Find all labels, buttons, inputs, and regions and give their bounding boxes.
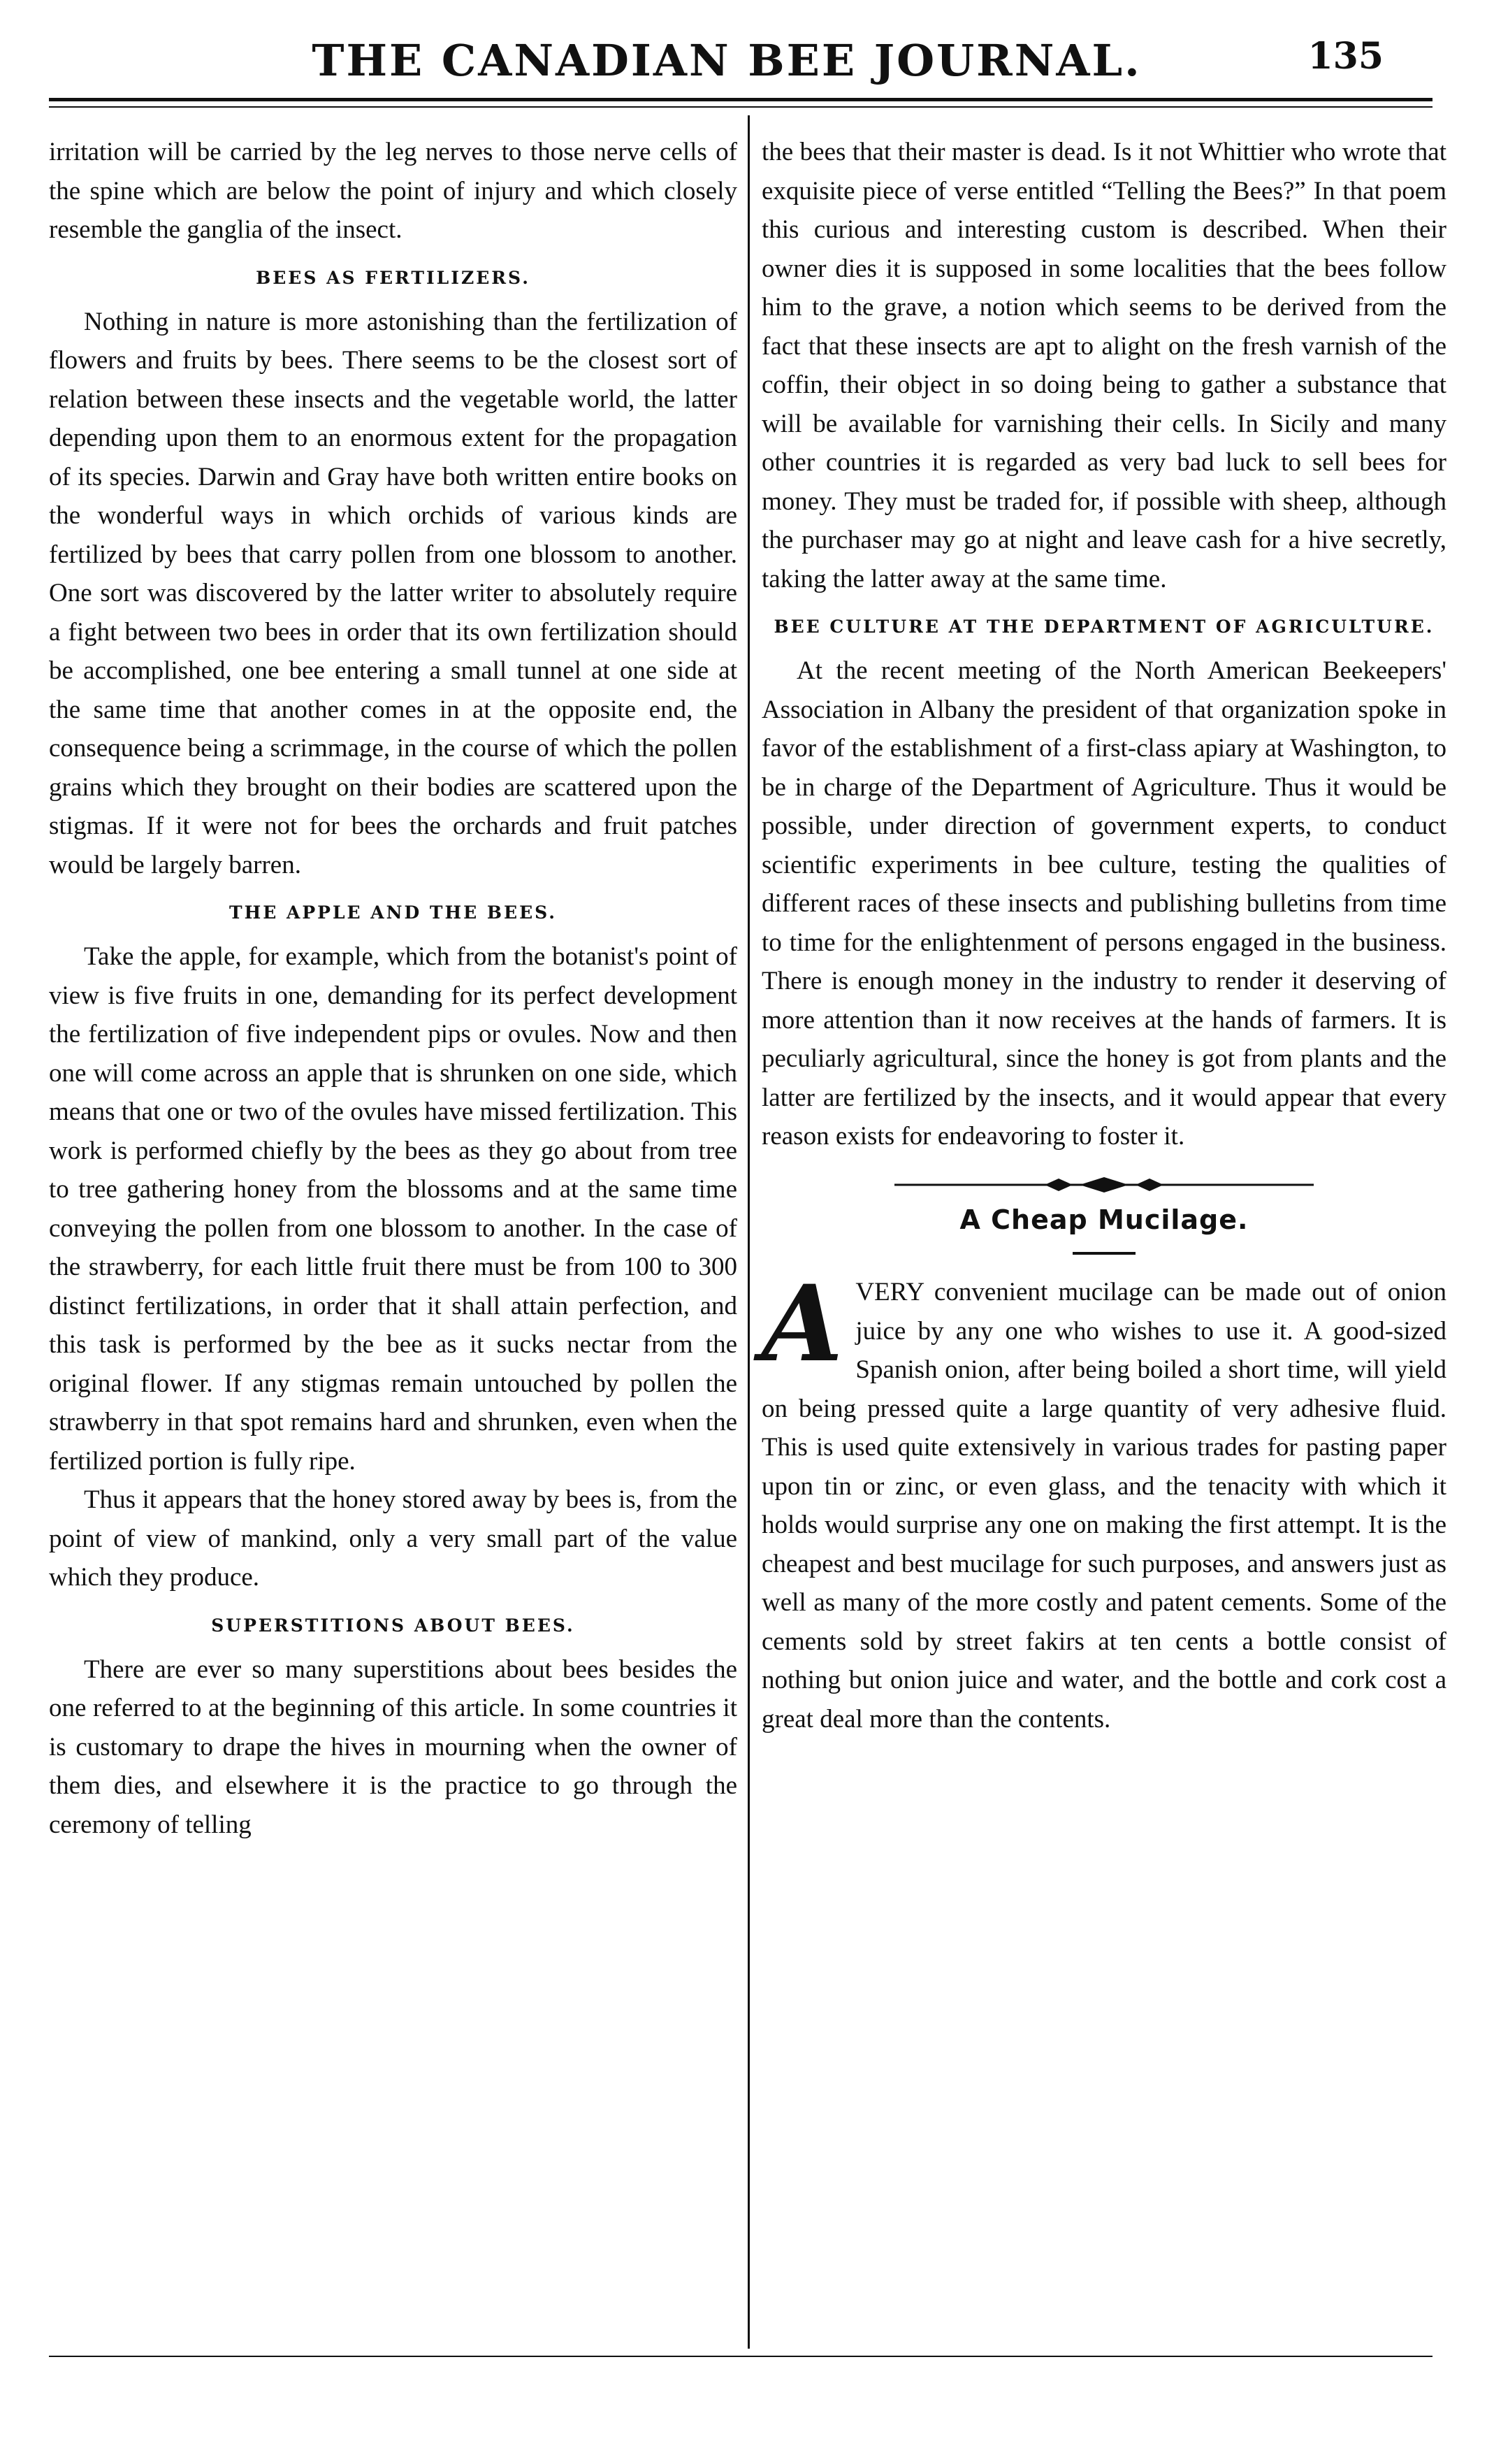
page-header	[42, 28, 1412, 91]
journal-title: THE CANADIAN BEE JOURNAL.	[312, 35, 1142, 86]
heading-department-agriculture: BEE CULTURE AT THE DEPARTMENT OF AGRICULTURE.	[774, 617, 1435, 637]
page-number: 135	[1307, 35, 1384, 78]
heading-superstitions: SUPERSTITIONS ABOUT BEES.	[211, 1615, 575, 1636]
drop-cap: A	[762, 1262, 843, 1385]
apple-paragraph: Take the apple, for example, which from the botanist's point of view is five fruits in one, demanding for its perfect development the fertilization of five independent pips or ovules. Now and then one will come across an apple that is shrunken on one side, which means that one or two of the ovules have missed fertilization. This work is performed chiefly by the bees as they go about from tree to tree gathering honey from the blossoms and at the same time conveying the pollen from one blossom to another. In the case of the strawberry, for each little fruit there must be from 100 to 300 distinct fertilizations, in order that it shall attain perfection, and this task is performed by the bee as it sucks nectar from the original flower. If any stigmas remain untouched by pollen the strawberry in that spot remains hard and shrunken, even when the fertilized portion is fully ripe.	[49, 942, 737, 1476]
article-title-mucilage: A Cheap Mucilage.	[959, 1204, 1249, 1235]
footer-rule	[49, 2356, 1433, 2357]
column-divider	[748, 115, 750, 2349]
mucilage-text: VERY convenient mucilage can be made out of onion juice by any one who wishes to use it. A good-sized Spanish onion, after being boiled a short time, will yield on being pressed quite a large quantity of very adhesive fluid. This is used quite extensively in various trades for pasting paper upon tin or zinc, or even glass, and the tenacity with which it holds would surprise any one on making the first attempt. It is the cheapest and best mucilage for such purposes, and answers just as well as many of the more costly and patent cements. Some of the cements sold by street fakirs at ten cents a bottle consist of nothing but onion juice and water, and the bottle and cork cost a great deal more than the contents.	[762, 1278, 1446, 1734]
intro-paragraph: irritation will be carried by the leg nerves to those nerve cells of the spine which are below the point of injury and which closely resemble the ganglia of the insect.	[49, 138, 737, 244]
left-column	[49, 133, 737, 1844]
title-underline	[1073, 1252, 1136, 1255]
right-column	[762, 133, 1446, 1738]
ornament-rule-icon	[894, 1174, 1314, 1195]
honey-paragraph: Thus it appears that the honey stored away by bees is, from the point of view of mankind, only a very small part of the value which they produce.	[49, 1485, 737, 1592]
heading-apple-and-bees: THE APPLE AND THE BEES.	[229, 902, 558, 923]
superstitions-paragraph: There are ever so many superstitions about bees besides the one referred to at the beginning of this article. In some countries it is customary to drape the hives in mourning when the owner of them dies, and elsewhere it is the practice to go through the ceremony of telling	[49, 1655, 737, 1839]
mucilage-paragraph	[762, 1262, 1446, 1738]
department-paragraph: At the recent meeting of the North American Beekeepers' Association in Albany the president of that organization spoke in favor of the establishment of a first-class apiary at Washington, to be in charge of the Department of Agriculture. Thus it would be possible, under direction of government experts, to conduct scientific experiments in bee culture, testing the qualities of different races of these insects and publishing bulletins from time to time for the enlightenment of persons engaged in the business. There is enough money in the industry to render it deserving of more attention than it now receives at the hands of farmers. It is peculiarly agricultural, since the honey is got from plants and the latter are fertilized by the insects, and it would appear that every reason exists for endeavoring to foster it.	[762, 656, 1446, 1151]
header-rule-thin	[49, 106, 1433, 108]
header-rule-thick	[49, 98, 1433, 101]
continued-paragraph: the bees that their master is dead. Is it not Whittier who wrote that exquisite piece of verse entitled “Telling the Bees?” In that poem this curious and interesting custom is described. When their owner dies it is supposed in some localities that the bees follow him to the grave, a notion which seems to be derived from the fact that these insects are apt to alight on the fresh varnish of the coffin, their object in so doing being to gather a substance that will be available for varnishing their cells. In Sicily and many other countries it is regarded as very bad luck to sell bees for money. They must be traded for, if possible with sheep, although the purchaser may go at night and leave cash for a hive secretly, taking the latter away at the same time.	[762, 138, 1446, 593]
fertilizers-paragraph: Nothing in nature is more astonishing than the fertilization of flowers and fruits by bees. There seems to be the closest sort of relation between these insects and the vegetable world, the latter depending upon them to an enormous extent for the propagation of its species. Darwin and Gray have both written entire books on the wonderful ways in which orchids of various kinds are fertilized by bees that carry pollen from one blossom to another. One sort was discovered by the latter writer to absolutely require a fight between two bees in order that its own fertilization should be accomplished, one bee entering a small tunnel at one side at the same time that another comes in at the opposite end, the consequence being a scrimmage, in the course of which the pollen grains which they brought on their bodies are scattered upon the stigmas. If it were not for bees the orchards and fruit patches would be largely barren.	[49, 307, 737, 879]
heading-bees-as-fertilizers: BEES AS FERTILIZERS.	[256, 267, 530, 288]
